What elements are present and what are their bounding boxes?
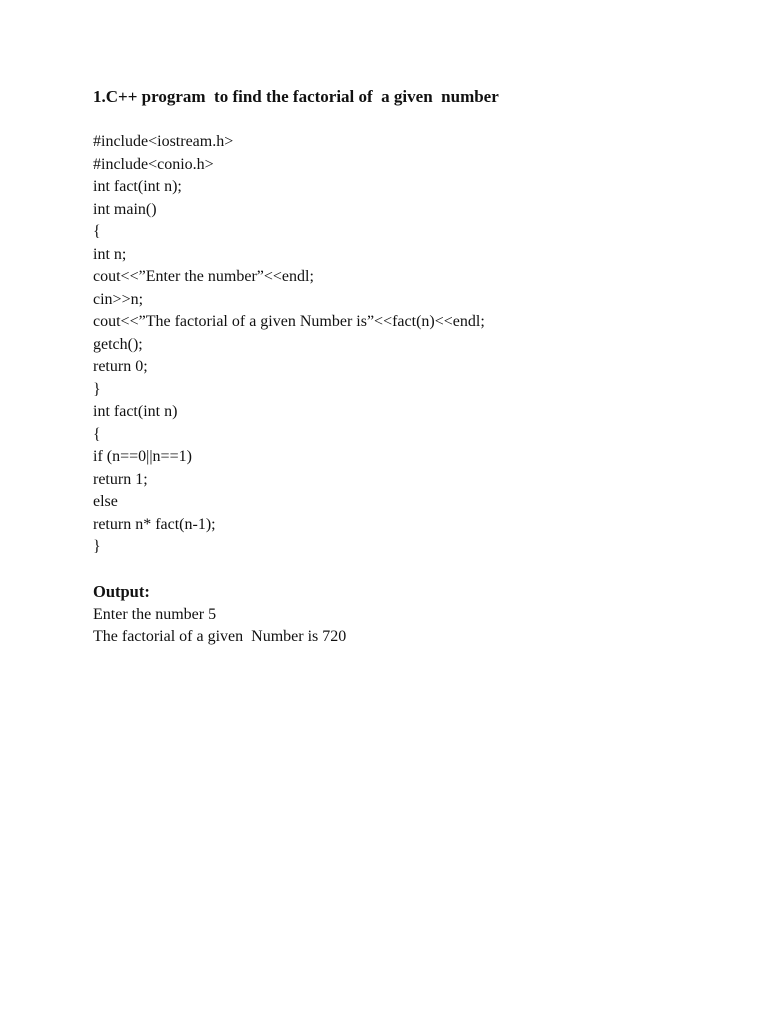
- code-line: #include<conio.h>: [93, 155, 214, 173]
- code-line: #include<iostream.h>: [93, 133, 234, 150]
- code-line: cin>>n;: [93, 290, 144, 308]
- program-title: 1.C++ program to find the factorial of a given number: [93, 87, 499, 106]
- code-line: int fact(int n);: [93, 178, 182, 195]
- output-line: Enter the number 5: [93, 605, 217, 623]
- code-line: int n;: [93, 245, 127, 263]
- code-line: int fact(int n): [93, 403, 178, 420]
- code-line: {: [93, 425, 101, 443]
- code-line: return 1;: [93, 470, 148, 488]
- output-line: The factorial of a given Number is 720: [93, 628, 347, 645]
- document-content: [93, 86, 713, 649]
- code-line: if (n==0||n==1): [93, 448, 192, 465]
- code-line: getch();: [93, 335, 143, 353]
- code-block: [93, 131, 713, 559]
- code-line: cout<<”The factorial of a given Number is”<<fact(n)<<endl;: [93, 313, 485, 330]
- output-heading: Output:: [93, 582, 150, 601]
- code-line: return 0;: [93, 358, 148, 375]
- code-line: {: [93, 223, 101, 240]
- code-line: return n* fact(n-1);: [93, 515, 216, 533]
- code-line: }: [93, 538, 101, 555]
- code-line: }: [93, 380, 101, 398]
- output-block: [93, 604, 713, 649]
- code-line: else: [93, 493, 118, 510]
- code-line: cout<<”Enter the number”<<endl;: [93, 268, 314, 285]
- code-line: int main(): [93, 200, 157, 218]
